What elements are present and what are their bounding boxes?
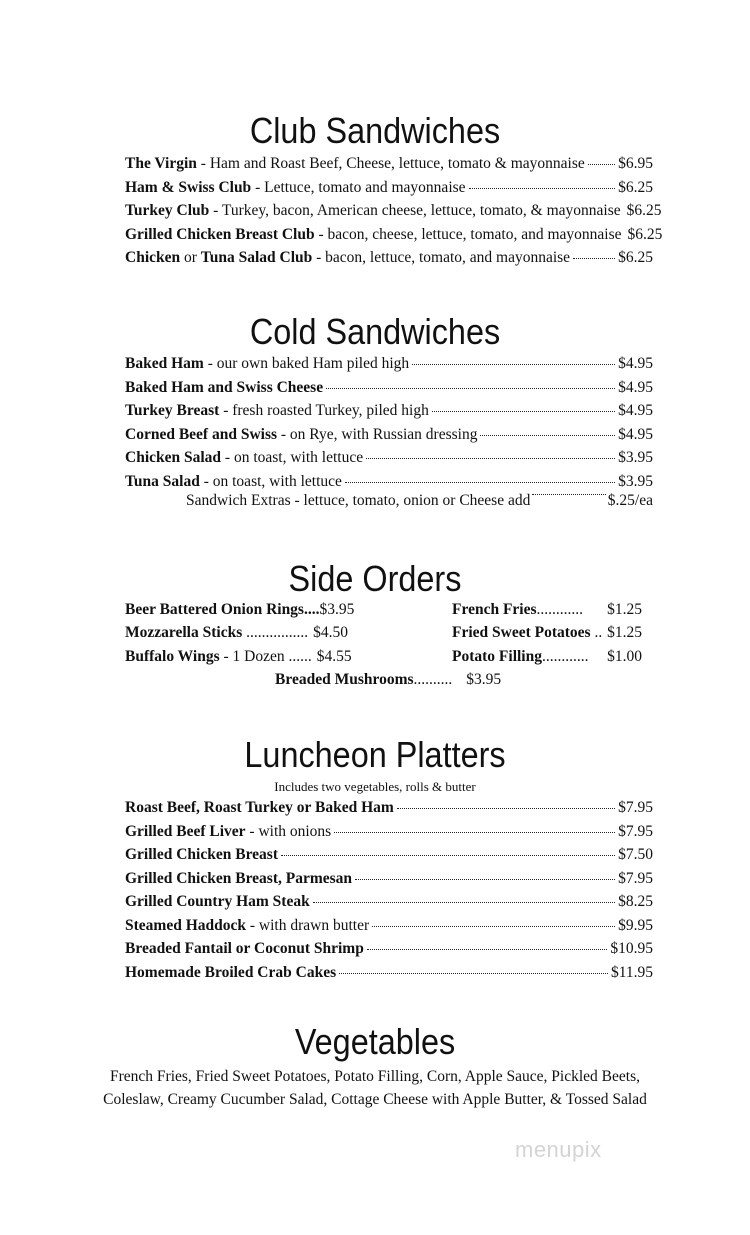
- item-name: Homemade Broiled Crab Cakes: [125, 963, 337, 981]
- item-price: $1.25: [607, 624, 642, 641]
- menu-item: [125, 223, 663, 247]
- side-item: [452, 645, 642, 669]
- menu-item: [125, 246, 653, 270]
- dot-leader: ..: [590, 624, 603, 641]
- item-name: The Virgin: [125, 155, 197, 172]
- dot-leader: ............: [541, 648, 589, 665]
- side-item: [125, 645, 352, 669]
- menu-item: [125, 399, 653, 423]
- dot-leader: [480, 427, 615, 436]
- dot-leader: [573, 250, 615, 259]
- item-name: Grilled Beef Liver: [125, 822, 246, 840]
- item-name: French Fries: [452, 601, 537, 618]
- dot-leader: ................: [242, 624, 309, 641]
- menu-item: [125, 914, 653, 938]
- item-name: Tuna Salad: [125, 472, 200, 490]
- dot-leader: ..........: [413, 671, 453, 688]
- extras-label: Sandwich Extras - lettuce, tomato, onion or Cheese add: [186, 492, 531, 509]
- item-desc: or: [180, 249, 201, 266]
- item-price: $6.25: [626, 202, 662, 219]
- side-item: [125, 598, 354, 622]
- item-price: $4.95: [618, 402, 653, 419]
- dot-leader: [281, 847, 615, 856]
- item-name: Grilled Chicken Breast, Parmesan: [125, 869, 353, 887]
- menu-item: [125, 867, 653, 891]
- side-item: [275, 668, 501, 692]
- menu-item: [125, 820, 653, 844]
- item-price: $3.95: [618, 449, 653, 466]
- dot-leader: [532, 486, 605, 495]
- item-price: $4.50: [313, 624, 348, 641]
- dot-leader: [345, 474, 615, 483]
- dot-leader: [355, 871, 615, 880]
- club-sandwiches-list: [125, 152, 663, 270]
- sandwich-extras-line: [186, 489, 653, 513]
- item-name: Steamed Haddock: [125, 916, 246, 934]
- dot-leader: [412, 356, 615, 365]
- item-desc: - on Rye, with Russian dressing: [277, 425, 478, 443]
- item-price: $6.25: [627, 225, 663, 243]
- item-price: $7.95: [618, 869, 653, 887]
- item-name: Roast Beef, Roast Turkey or Baked Ham: [125, 799, 394, 816]
- item-name: Grilled Chicken Breast: [125, 846, 278, 863]
- item-name: Corned Beef and Swiss: [125, 425, 278, 443]
- dot-leader: [469, 180, 616, 189]
- item-price: $7.95: [618, 799, 653, 816]
- item-price: $1.25: [607, 601, 642, 618]
- item-name: Turkey Club: [125, 202, 210, 219]
- item-price: $4.55: [316, 648, 352, 665]
- item-price: $3.95: [618, 472, 653, 490]
- menu-item: [125, 199, 662, 223]
- dot-leader: [432, 403, 615, 412]
- dot-leader: [313, 894, 615, 903]
- item-name: Chicken: [125, 249, 181, 266]
- menu-item: [125, 937, 653, 961]
- item-price: $4.95: [618, 355, 653, 372]
- item-price: $9.95: [618, 916, 653, 934]
- item-name: Grilled Chicken Breast Club: [125, 225, 315, 243]
- item-name: Breaded Mushrooms: [275, 671, 414, 688]
- side-orders-title: Side Orders: [288, 558, 462, 599]
- menu-item: [125, 176, 653, 200]
- item-name: Breaded Fantail or Coconut Shrimp: [125, 940, 364, 957]
- side-item: [452, 598, 642, 622]
- item-name: Chicken Salad: [125, 449, 222, 466]
- vegetables-line-1: French Fries, Fried Sweet Potatoes, Potato Filling, Corn, Apple Sauce, Pickled Beets,: [110, 1068, 640, 1085]
- item-price: $3.95: [319, 601, 355, 618]
- side-item: [452, 621, 642, 645]
- item-price: $4.95: [618, 378, 653, 396]
- menu-item: [125, 796, 653, 820]
- item-name: Fried Sweet Potatoes: [452, 624, 591, 641]
- menu-item: [125, 152, 653, 176]
- menu-item: [125, 423, 653, 447]
- side-item: [125, 621, 348, 645]
- club-sandwiches-title: Club Sandwiches: [249, 110, 501, 151]
- dot-leader: [326, 380, 615, 389]
- item-price: $6.95: [618, 155, 653, 172]
- item-price: $7.95: [618, 822, 653, 840]
- item-price: $1.00: [607, 648, 642, 665]
- item-name: Baked Ham: [125, 355, 204, 372]
- dot-leader: [339, 965, 608, 974]
- menu-item: [125, 376, 653, 400]
- item-name: Mozzarella Sticks: [125, 624, 243, 641]
- dot-leader: [366, 450, 615, 459]
- dot-leader: [372, 918, 615, 927]
- item-desc: - Turkey, bacon, American cheese, lettuce, tomato, & mayonnaise: [209, 202, 621, 219]
- menu-item: [125, 961, 653, 985]
- dot-leader: [397, 800, 615, 809]
- dot-leader: [588, 156, 615, 165]
- vegetables-line-2: Coleslaw, Creamy Cucumber Salad, Cottage Cheese with Apple Butter, & Tossed Salad: [103, 1091, 647, 1108]
- item-price: $6.25: [618, 249, 653, 266]
- item-desc: - on toast, with lettuce: [221, 449, 364, 466]
- item-name: Turkey Breast: [125, 402, 220, 419]
- item-name: Potato Filling: [452, 648, 542, 665]
- item-name: Ham & Swiss Club: [125, 178, 252, 196]
- item-name: Buffalo Wings: [125, 648, 220, 665]
- extras-price: $.25/ea: [607, 492, 653, 509]
- item-desc: - on toast, with lettuce: [199, 472, 342, 490]
- menu-item: [125, 352, 653, 376]
- item-name: Grilled Country Ham Steak: [125, 893, 310, 910]
- item-name: Baked Ham and Swiss Cheese: [125, 378, 324, 396]
- item-price: $3.95: [466, 671, 502, 688]
- item-desc: - with onions: [245, 822, 332, 840]
- luncheon-platters-title: Luncheon Platters: [244, 734, 506, 775]
- item-price: $6.25: [618, 178, 653, 196]
- menupix-watermark: menupix: [515, 1137, 602, 1162]
- item-desc: - our own baked Ham piled high: [203, 355, 410, 372]
- cold-sandwiches-title: Cold Sandwiches: [249, 311, 501, 352]
- dot-leader: ....: [303, 601, 320, 618]
- item-name-alt: Tuna Salad Club: [200, 249, 313, 266]
- item-name: Beer Battered Onion Rings: [125, 601, 304, 618]
- item-desc: - with drawn butter: [246, 916, 370, 934]
- dot-leader: [334, 824, 615, 833]
- item-price: $4.95: [618, 425, 653, 443]
- dot-leader: [367, 941, 608, 950]
- luncheon-platters-list: [125, 796, 653, 984]
- menu-item: [125, 843, 653, 867]
- item-desc: - fresh roasted Turkey, piled high: [219, 402, 429, 419]
- item-price: $11.95: [610, 963, 653, 981]
- item-desc: - Ham and Roast Beef, Cheese, lettuce, tomato & mayonnaise: [196, 155, 585, 172]
- menu-item: [125, 890, 653, 914]
- item-desc: - bacon, cheese, lettuce, tomato, and mayonnaise: [314, 225, 622, 243]
- item-desc: - Lettuce, tomato and mayonnaise: [251, 178, 466, 196]
- item-price: $8.25: [618, 893, 653, 910]
- item-desc: - 1 Dozen ......: [219, 648, 312, 665]
- vegetables-title: Vegetables: [294, 1021, 456, 1062]
- item-price: $10.95: [610, 940, 653, 957]
- item-price: $7.50: [618, 846, 653, 863]
- item-desc: - bacon, lettuce, tomato, and mayonnaise: [312, 249, 571, 266]
- cold-sandwiches-list: [125, 352, 653, 493]
- platters-note: Includes two vegetables, rolls & butter: [274, 779, 476, 794]
- dot-leader: ............: [536, 601, 584, 618]
- menu-item: [125, 446, 653, 470]
